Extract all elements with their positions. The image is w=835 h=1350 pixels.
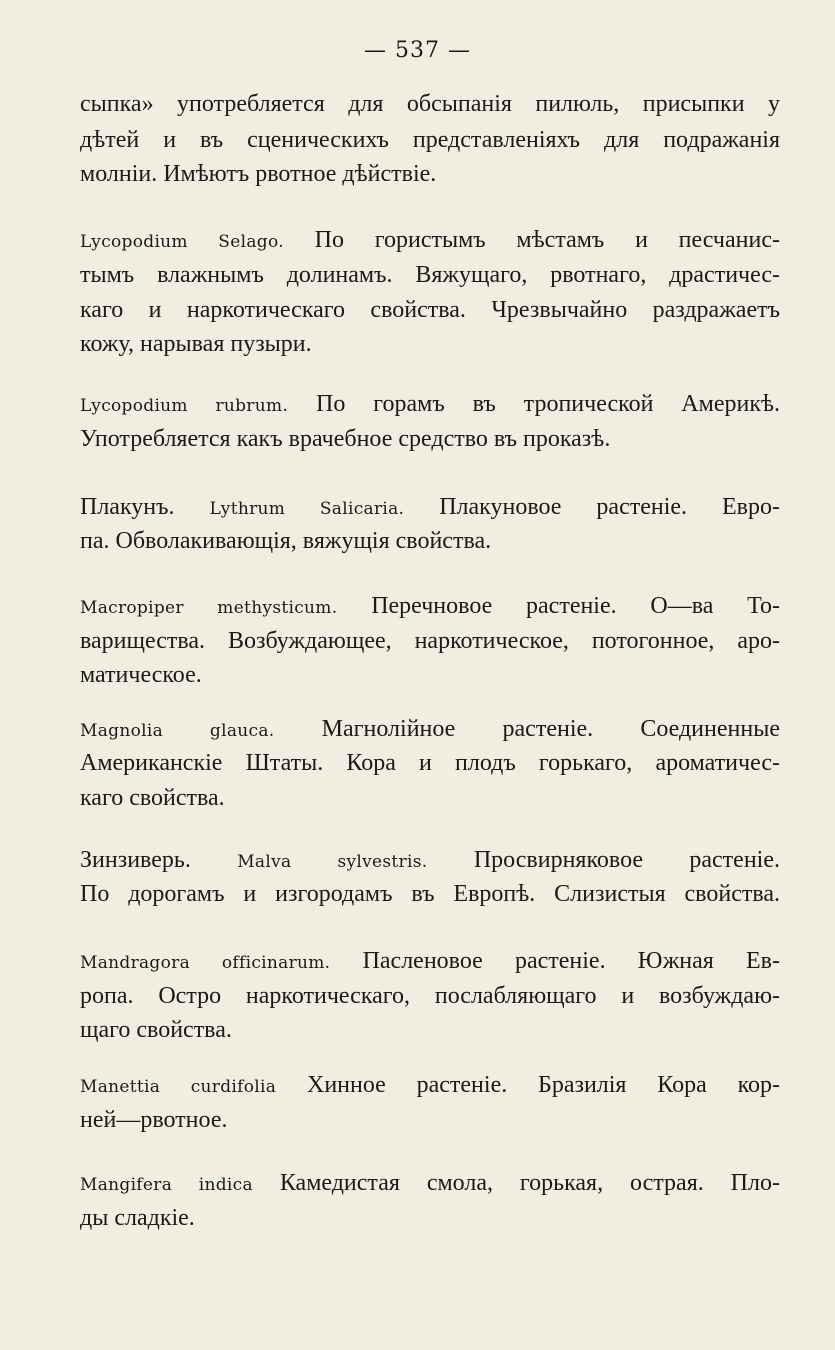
- text-line: ропа. Остро наркотическаго, послабляющаго и возбуждаю-: [80, 983, 780, 1009]
- text-line: По дорогамъ и изгородамъ въ Европѣ. Слизистыя свойства.: [80, 881, 780, 907]
- latin-name: Manettia curdifolia: [80, 1077, 277, 1097]
- latin-name: Mangifera indica: [80, 1175, 253, 1195]
- text-line: ды сладкіе.: [80, 1205, 195, 1231]
- text-line: Mangifera indica Камедистая смола, горькая, острая. Пло-: [80, 1170, 780, 1196]
- text-line: ней—рвотное.: [80, 1107, 228, 1133]
- text-line: Mandragora officinarum. Пасленовое растеніе. Южная Ев-: [80, 948, 780, 974]
- text-line: каго свойства.: [80, 785, 225, 811]
- text-line: Зинзиверь. Malva sylvestris. Просвирняковое растеніе.: [80, 847, 780, 873]
- text-line: Американскіе Штаты. Кора и плодъ горькаго, ароматичес-: [80, 750, 780, 776]
- text-line: тымъ влажнымъ долинамъ. Вяжущаго, рвотнаго, драстичес-: [80, 262, 780, 288]
- text-line: Lycopodium rubrum. По горамъ въ тропической Америкѣ.: [80, 391, 781, 417]
- text-line: па. Обволакивающія, вяжущія свойства.: [80, 528, 492, 554]
- latin-name: Mandragora officinarum.: [80, 953, 331, 973]
- text-line: дѣтей и въ сценическихъ представленіяхъ для подражанія: [80, 127, 780, 153]
- latin-name: Malva sylvestris.: [237, 852, 428, 872]
- latin-name: Lycopodium Selago.: [80, 232, 284, 252]
- latin-name: Lythrum Salicaria.: [209, 499, 405, 519]
- latin-name: Macropiper methysticum.: [80, 598, 338, 618]
- text-line: Macropiper methysticum. Перечновое растеніе. О—ва То-: [80, 593, 780, 619]
- text-line: Magnolia glauca. Магнолійное растеніе. Соединенные: [80, 716, 780, 742]
- text-line: кожу, нарывая пузыри.: [80, 331, 312, 357]
- text-line: каго и наркотическаго свойства. Чрезвычайно раздражаетъ: [80, 297, 780, 323]
- text-line: Употребляется какъ врачебное средство въ проказѣ.: [80, 426, 611, 452]
- text-line: молніи. Имѣютъ рвотное дѣйствіе.: [80, 161, 437, 187]
- text-line: Manettia curdifolia Хинное растеніе. Бразилія Кора кор-: [80, 1072, 781, 1098]
- text-line: варищества. Возбуждающее, наркотическое, потогонное, аро-: [80, 628, 780, 654]
- latin-name: Magnolia glauca.: [80, 721, 275, 741]
- text-line: Плакунъ. Lythrum Salicaria. Плакуновое растеніе. Евро-: [80, 494, 780, 520]
- text-line: Lycopodium Selago. По гористымъ мѣстамъ и песчанис-: [80, 227, 780, 253]
- latin-name: Lycopodium rubrum.: [80, 396, 289, 416]
- text-line: щаго свойства.: [80, 1017, 232, 1043]
- page-number: — 537 —: [364, 38, 471, 63]
- text-line: сыпка» употребляется для обсыпанія пилюль, присыпки у: [80, 91, 780, 117]
- text-line: матическое.: [80, 662, 202, 688]
